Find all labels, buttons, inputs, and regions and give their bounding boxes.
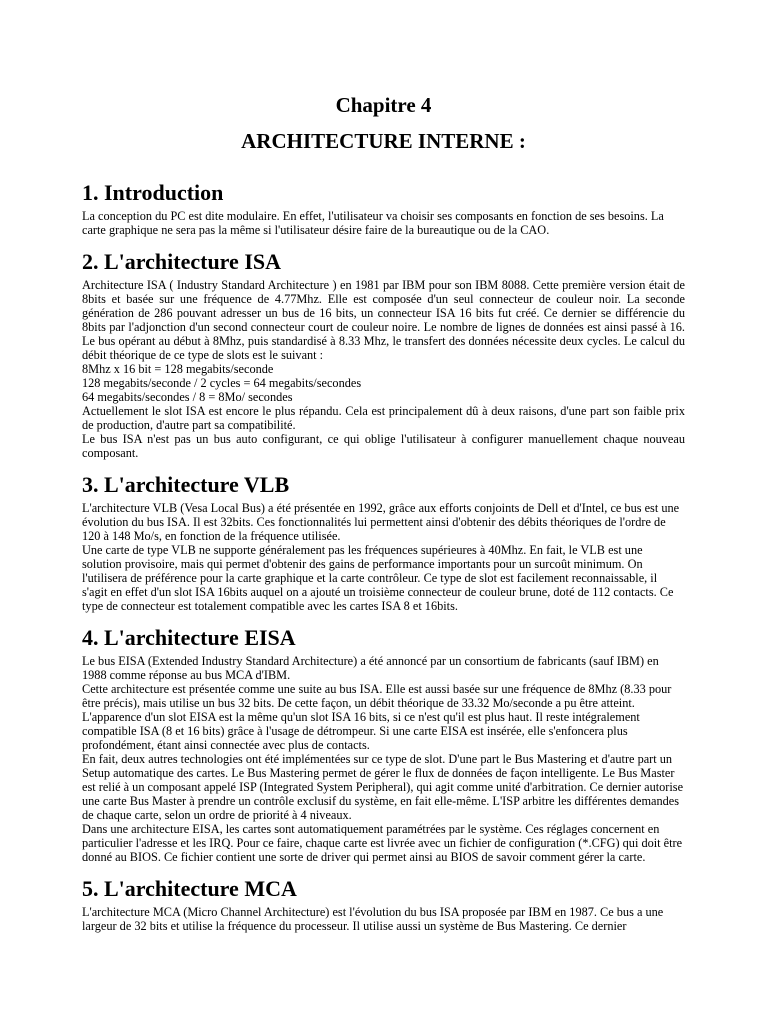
paragraph: Une carte de type VLB ne supporte généralement pas les fréquences supérieures à 40Mhz. En fait, le VLB est une solution provisoire, mais qui permet d'obtenir des gains de performance importants pour un surcoût minimum. On l'utilisera de préférence pour la carte graphique et la carte contrôleur. Ce type de slot est facilement reconnaissable, il s'agit en effet d'un slot ISA 16bits auquel on a ajouté un troisième connecteur de couleur brune, doté de 112 contacts. Ce type de connecteur est totalement compatible avec les cartes ISA 8 et 16bits. [82,543,674,613]
section-heading: 5. L'architecture MCA [82,876,297,901]
section-heading: 3. L'architecture VLB [82,472,290,497]
paragraph: Cette architecture est présentée comme une suite au bus ISA. Elle est aussi basée sur une fréquence de 8Mhz (8.33 pour être précis), mais utilise un bus 32 bits. De cette façon, un débit théorique de 33.32 Mo/seconde a pu être atteint. L'apparence d'un slot EISA est la même qu'un slot ISA 16 bits, si ce n'est qu'il est plus haut. Il reste intégralement compatible ISA (8 et 16 bits) grâce à l'usage de détrompeur. Si une carte EISA est insérée, elle s'enfoncera plus profondément, étant ainsi connectée avec plus de contacts. [82,682,672,752]
section-eisa [82,625,685,864]
paragraph: L'architecture VLB (Vesa Local Bus) a été présentée en 1992, grâce aux efforts conjoints de Dell et d'Intel, ce bus est une évolution du bus ISA. Il est 32bits. Ces fonctionnalités lui permettent ainsi d'obtenir des débits théoriques de l'ordre de 120 à 148 Mo/s, en fonction de la fréquence utilisée. [82,501,680,543]
section-introduction [82,180,685,237]
document-page [82,92,685,933]
section-heading: 4. L'architecture EISA [82,625,296,650]
paragraph: La conception du PC est dite modulaire. En effet, l'utilisateur va choisir ses composants en fonction de ses besoins. La carte graphique ne sera pas la même si l'utilisateur désire faire de la bureautique ou de la CAO. [82,209,664,237]
formula-line: 128 megabits/seconde / 2 cycles = 64 megabits/secondes [82,376,362,390]
formula-line: 64 megabits/secondes / 8 = 8Mo/ secondes [82,390,293,404]
chapter-number: Chapitre 4 [335,93,432,117]
section-vlb [82,472,685,613]
paragraph: Architecture ISA ( Industry Standard Architecture ) en 1981 par IBM pour son IBM 8088. Cette première version était de 8bits et basée sur une fréquence de 4.77Mhz. Elle est composée d'un seul connecteur de couleur noir. La seconde génération de 286 pouvant adresser un bus de 16 bits, un connecteur ISA 16 bits fut créé. Ce dernier se différencie du 8bits par l'adjonction d'un second connecteur court de couleur noire. Le nombre de lignes de données est ainsi passé à 16. Le bus opérant au début à 8Mhz, puis standardisé à 8.33 Mhz, le transfert des données nécessite deux cycles. Le calcul du débit théorique de ce type de slots est le suivant : [82,278,685,362]
paragraph: L'architecture MCA (Micro Channel Architecture) est l'évolution du bus ISA proposée par IBM en 1987. Ce bus a une largeur de 32 bits et utilise la fréquence du processeur. Il utilise aussi un système de Bus Mastering. Ce dernier [82,905,664,933]
paragraph: Actuellement le slot ISA est encore le plus répandu. Cela est principalement dû à deux raisons, d'une part son faible prix de production, d'autre part sa compatibilité. [82,404,685,432]
chapter-title: ARCHITECTURE INTERNE : [241,129,526,153]
section-heading: 2. L'architecture ISA [82,249,281,274]
paragraph: Le bus EISA (Extended Industry Standard Architecture) a été annoncé par un consortium de fabricants (sauf IBM) en 1988 comme réponse au bus MCA d'IBM. [82,654,659,682]
paragraph: En fait, deux autres technologies ont été implémentées sur ce type de slot. D'une part le Bus Mastering et d'autre part un Setup automatique des cartes. Le Bus Mastering permet de gérer le flux de données de façon intelligente. Le Bus Master est relié à un composant appelé ISP (Integrated System Peripheral), qui agit comme unité d'arbitration. Ce dernier autorise une carte Bus Master à prendre un contrôle exclusif du système, en fait elle-même. L'ISP arbitre les différentes demandes de chaque carte, selon un ordre de priorité à 4 niveaux. [82,752,684,822]
formula-line: 8Mhz x 16 bit = 128 megabits/seconde [82,362,274,376]
section-heading: 1. Introduction [82,180,224,205]
paragraph: Dans une architecture EISA, les cartes sont automatiquement paramétrées par le système. Ces réglages concernent en particulier l'adresse et les IRQ. Pour ce faire, chaque carte est livrée avec un fichier de configuration (*.CFG) qui doit être donné au BIOS. Ce fichier contient une sorte de driver qui permet ainsi au BIOS de savoir comment gérer la carte. [82,822,683,864]
section-isa [82,249,685,460]
section-mca [82,876,685,933]
paragraph: Le bus ISA n'est pas un bus auto configurant, ce qui oblige l'utilisateur à configurer manuellement chaque nouveau composant. [82,432,685,460]
